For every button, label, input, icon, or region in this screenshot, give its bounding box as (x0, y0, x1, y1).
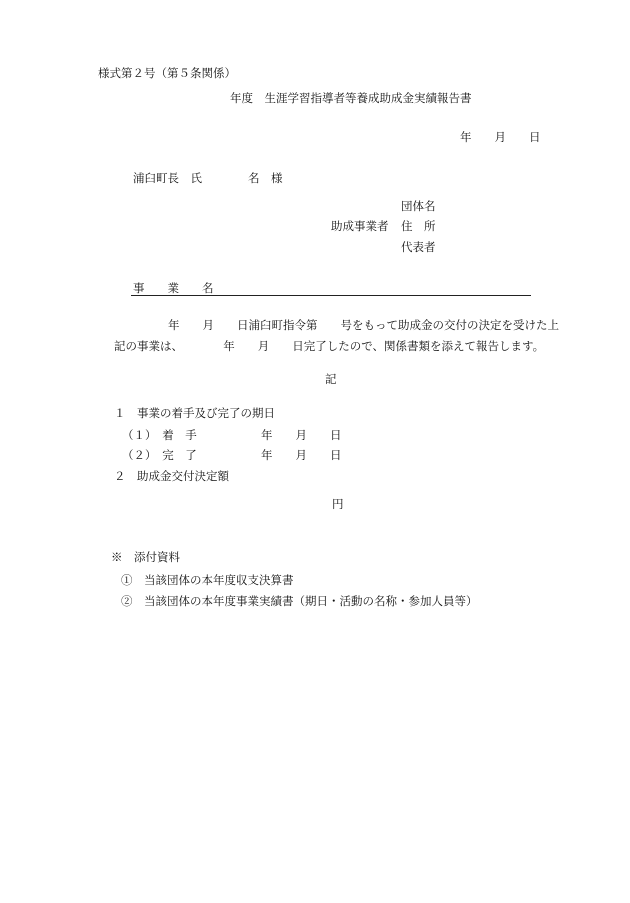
body-line-2: 記の事業は、 年 月 日完了したので、関係書類を添えて報告します。 (114, 339, 545, 353)
start-date: 年 月 日 (261, 428, 342, 442)
finish-date: 年 月 日 (261, 448, 342, 462)
representative-label: 代表者 (401, 240, 436, 254)
attachments-heading: ※ 添付資料 (111, 550, 180, 564)
item-2-heading: ２ 助成金交付決定額 (114, 469, 229, 483)
ki-heading: 記 (325, 372, 337, 386)
body-line-1: 年 月 日浦臼町指令第 号をもって助成金の交付の決定を受けた上 (168, 318, 559, 332)
attachment-item-1: ① 当該団体の本年度収支決算書 (121, 573, 294, 587)
attachment-item-2: ② 当該団体の本年度事業実績書（期日・活動の名称・参加人員等） (121, 594, 478, 608)
date-line: 年 月 日 (460, 130, 541, 144)
form-number: 様式第２号（第５条関係） (98, 66, 236, 80)
amount-unit: 円 (332, 497, 344, 511)
project-name-underline (131, 295, 531, 296)
finish-label: （２） 完 了 (122, 448, 197, 462)
addressee: 浦臼町長 氏 名 様 (133, 171, 283, 185)
item-1-heading: １ 事業の着手及び完了の期日 (114, 406, 275, 420)
address-label: 住 所 (401, 219, 436, 233)
applicant-category-label: 助成事業者 (331, 219, 389, 233)
start-label: （１） 着 手 (122, 428, 197, 442)
project-name-label: 事 業 名 (133, 281, 214, 295)
group-name-label: 団体名 (401, 199, 436, 213)
document-title: 年度 生涯学習指導者等養成助成金実績報告書 (230, 91, 472, 105)
